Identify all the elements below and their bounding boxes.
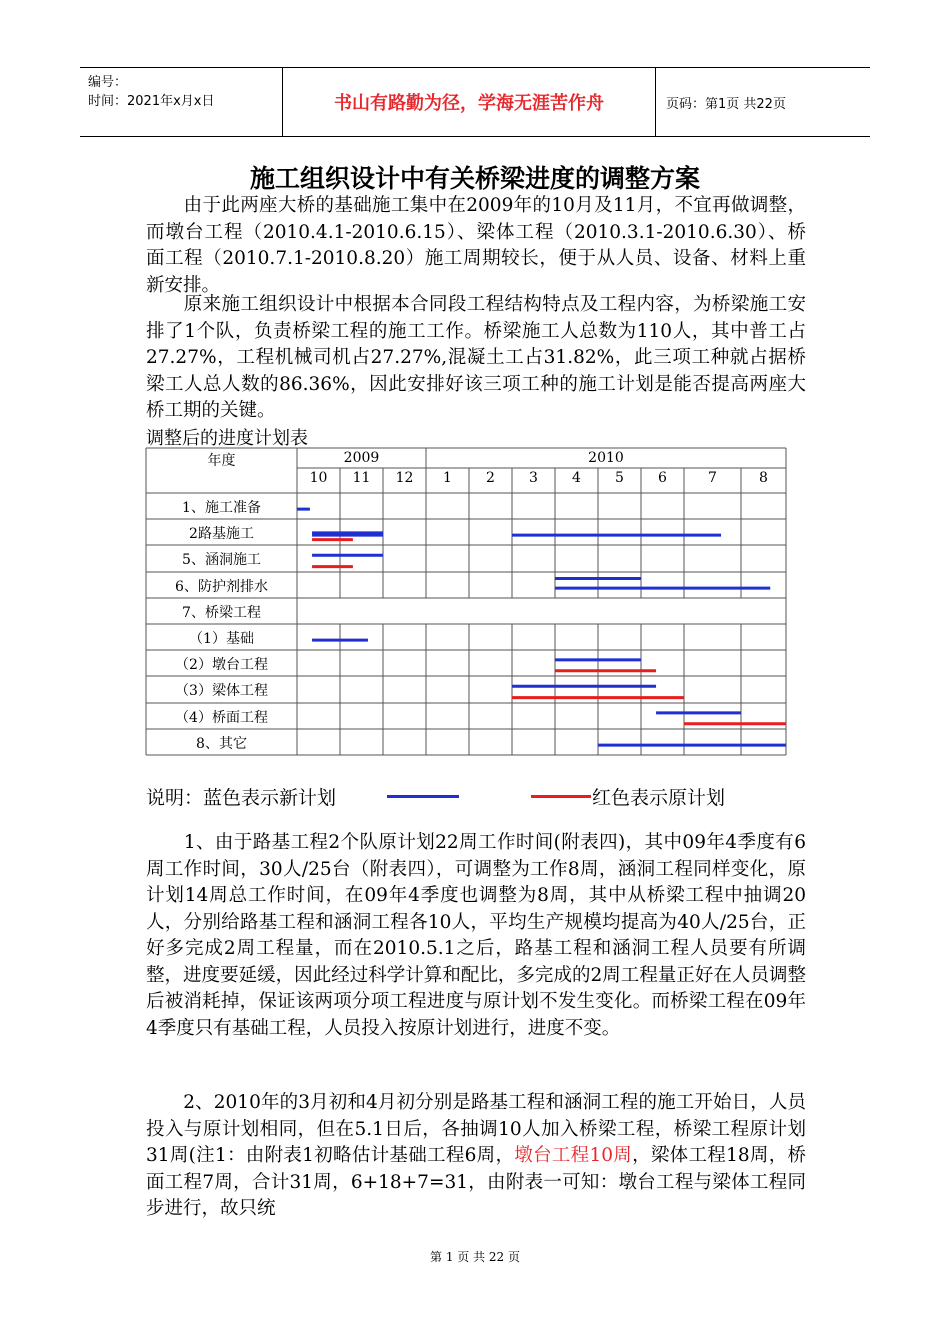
paragraph-1: 由于此两座大桥的基础施工集中在2009年的10月及11月，不宜再做调整，而墩台工程（2010.4.1-2010.6.15）、梁体工程（2010.3.1-2010.6.30）、桥面工程（2010.7.1-2010.8.20）施工周期较长，便于从人员、设备、材料上重新安排。 (146, 195, 806, 296)
page-footer: 第 1 页 共 22 页 (430, 1250, 520, 1264)
paragraph-4-part-a: 2、2010年的3月初和4月初分别是路基工程和涵洞工程的施工开始日，人员投入与原计划相同，但在5.1日后，各抽调10人加入桥梁工程，桥梁工程原计划31周(注1：由附表1初略估计基础工程6周， (146, 1092, 806, 1166)
table-header-month: 11 (352, 470, 371, 486)
table-row-label: 6、防护剂排水 (175, 579, 268, 595)
table-row-label: （3）梁体工程 (175, 683, 268, 699)
legend-blue-line (387, 795, 459, 798)
table-row-label: 5、涵洞施工 (182, 552, 261, 568)
table-header-month: 6 (658, 470, 667, 486)
document-header (80, 67, 870, 137)
table-header-month: 8 (759, 470, 768, 486)
table-row-label: 2路基施工 (189, 526, 254, 542)
header-meta (80, 68, 282, 136)
paragraph-3: 1、由于路基工程2个队原计划22周工作时间(附表四)，其中09年4季度有6周工作时间，30人/25台（附表四），可调整为工作8周，涵洞工程同样变化，原计划14周总工作时间，在09年4季度也调整为8周，其中从桥梁工程中抽调20人，分别给路基工程和涵洞工程各10人，平均生产规模均提高为40人/25台，正好多完成2周工程量，而在2010.5.1之后，路基工程和涵洞工程人员要有所调整，进度要延缓，因此经过科学计算和配比，多完成的2周工程量正好在人员调整后被消耗掉，保证该两项分项工程进度与原计划不发生变化。而桥梁工程在09年4季度只有基础工程，人员投入按原计划进行，进度不变。 (146, 832, 806, 1039)
paragraph-4 (146, 1090, 806, 1223)
table-row-label: （1）基础 (189, 631, 254, 647)
table-row-label: 7、桥梁工程 (182, 605, 261, 621)
table-header-month: 5 (615, 470, 624, 486)
table-header-month: 4 (572, 470, 581, 486)
table-header-year: 2009 (343, 450, 380, 466)
table-header-month: 12 (395, 470, 414, 486)
paragraph-4-part-b: ，梁体工程18周，桥面工程7周，合计31周，6+18+7=31，由附表一可知：墩台工程与梁体工程同步进行，故只统 (146, 1145, 806, 1219)
table-header-month: 7 (708, 470, 717, 486)
legend-red-line (531, 795, 591, 798)
table-header-year-label: 年度 (207, 453, 236, 469)
table-caption: 调整后的进度计划表 (146, 428, 308, 449)
header-motto: 书山有路勤为径，学海无涯苦作舟 (282, 68, 656, 136)
table-row-label: （4）桥面工程 (175, 710, 268, 726)
legend-blue-text: 说明：蓝色表示新计划 (146, 787, 337, 809)
header-page-info (656, 68, 870, 136)
document-title: 施工组织设计中有关桥梁进度的调整方案 (249, 164, 700, 193)
table-header-year: 2010 (588, 450, 624, 466)
table-row-label: （2）墩台工程 (175, 657, 268, 673)
table-header-month: 2 (486, 470, 495, 486)
header-time-label: 时间：2021年x月x日 (88, 94, 215, 109)
table-header-month: 3 (529, 470, 538, 486)
table-row-label: 8、其它 (196, 736, 247, 752)
table-header-month: 1 (443, 470, 452, 486)
table-row-label: 1、施工准备 (182, 500, 261, 516)
header-page-info-text: 页码：第1页 共22页 (666, 96, 786, 112)
legend-red-text: 红色表示原计划 (592, 787, 726, 809)
schedule-table (146, 448, 786, 755)
paragraph-2: 原来施工组织设计中根据本合同段工程结构特点及工程内容，为桥梁施工安排了1个队，负责桥梁工程的施工工作。桥梁施工人总数为110人，其中普工占27.27%，工程机械司机占27.27%,混凝土工占31.82%，此三项工种就占据桥梁工人总人数的86.36%，因此安排好该三项工种的施工计划是能否提高两座大桥工期的关键。 (146, 294, 806, 421)
header-code-label: 编号： (88, 75, 128, 90)
paragraph-4-highlight: 墩台工程10周 (514, 1145, 633, 1166)
table-header-month: 10 (309, 470, 328, 486)
